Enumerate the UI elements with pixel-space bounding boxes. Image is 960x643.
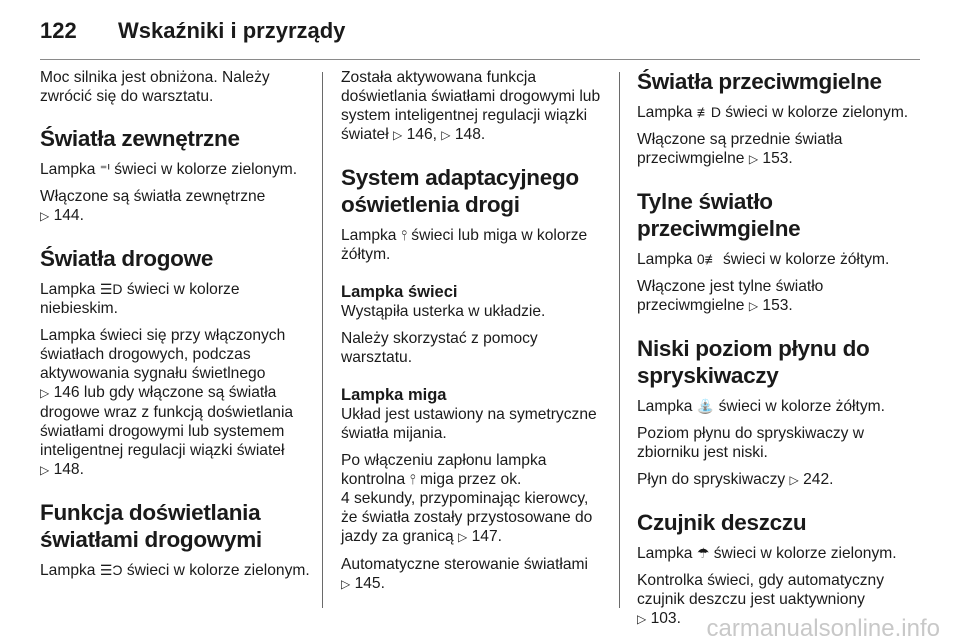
text: świeci w kolorze niebieskim. <box>40 281 240 317</box>
high-beam-assist-icon: ☰Ɔ <box>99 562 123 578</box>
text: Lampka <box>637 251 693 268</box>
text: miga przez ok. <box>419 471 522 488</box>
text: Płyn do spryskiwaczy <box>637 471 786 488</box>
column-1 <box>40 68 312 580</box>
xref-arrow-icon: ▷ <box>748 152 759 166</box>
heading-rain-sensor: Czujnik deszczu <box>637 510 807 535</box>
paragraph <box>637 470 927 490</box>
heading-washer-fluid: Niski poziom płynu do spryskiwaczy <box>637 336 870 388</box>
text: świeci w kolorze żółtym. <box>718 398 885 415</box>
page-ref[interactable]: 145. <box>354 575 385 592</box>
page-ref[interactable]: 103. <box>650 610 681 627</box>
xref-arrow-icon: ▷ <box>458 530 468 544</box>
page-ref[interactable]: 148. <box>454 126 486 143</box>
text: Lampka <box>40 161 96 178</box>
paragraph <box>341 68 606 145</box>
paragraph <box>40 160 312 179</box>
paragraph <box>341 451 606 547</box>
exterior-lights-icon: ⁼ᑊ <box>99 161 110 177</box>
washer-fluid-icon: ⛲ <box>696 398 715 414</box>
running-title: Wskaźniki i przyrządy <box>118 18 346 43</box>
column-divider-2 <box>619 72 620 608</box>
text: świeci w kolorze zielonym. <box>126 562 310 579</box>
xref-arrow-icon: ▷ <box>748 299 759 313</box>
text: Lampka <box>40 562 96 579</box>
paragraph: Wystąpiła usterka w układzie. <box>341 303 546 320</box>
text: 146 lub gdy włączone są światła drogowe wraz z funkcją doświetlania światłami drogowymi lub systemem inteligentnej regulacji wiązki świateł <box>40 384 294 459</box>
heading-exterior-lights: Światła zewnętrzne <box>40 126 240 151</box>
column-2 <box>341 68 606 594</box>
adaptive-lighting-icon: ⫯ <box>400 227 407 243</box>
paragraph <box>637 277 927 316</box>
xref-arrow-icon: ▷ <box>40 463 50 477</box>
text: świeci w kolorze żółtym. <box>722 251 890 268</box>
page-ref[interactable]: 148. <box>53 461 84 478</box>
xref-arrow-icon: ▷ <box>40 386 50 400</box>
page-header <box>40 18 920 50</box>
adaptive-lighting-icon: ⫯ <box>409 471 416 487</box>
paragraph <box>40 187 312 226</box>
text: świeci w kolorze zielonym. <box>725 104 909 121</box>
text: Lampka <box>637 398 693 415</box>
page-number: 122 <box>40 18 77 43</box>
text: Po włączeniu zapłonu lampka kontrolna <box>341 452 547 488</box>
page-ref[interactable]: 153. <box>762 150 793 167</box>
text: Włączone są przednie światła przeciwmgielne <box>637 131 843 167</box>
text: Została aktywowana funkcja doświetlania światłami drogowymi lub system inteligentnej regulacji wiązki świateł <box>341 69 601 143</box>
page-ref[interactable]: 147. <box>471 528 502 545</box>
text: Kontrolka świeci, gdy automatyczny czujnik deszczu jest uaktywniony <box>637 572 885 608</box>
page-ref[interactable]: 153. <box>762 297 793 314</box>
heading-adaptive-lighting: System adaptacyjnego oświetlenia drogi <box>341 165 579 217</box>
column-3 <box>637 68 927 629</box>
xref-arrow-icon: ▷ <box>637 612 647 626</box>
text: Włączone jest tylne światło przeciwmgielne <box>637 278 824 314</box>
heading-high-beam: Światła drogowe <box>40 246 214 271</box>
xref-arrow-icon: ▷ <box>441 128 451 142</box>
text: świeci w kolorze zielonym. <box>114 161 298 178</box>
text: Włączone są światła zewnętrzne <box>40 188 266 205</box>
paragraph: Należy skorzystać z pomocy warsztatu. <box>341 330 538 366</box>
paragraph <box>40 561 312 580</box>
paragraph <box>40 280 312 318</box>
page-ref[interactable]: 144. <box>53 207 84 224</box>
heading-rear-fog: Tylne światło przeciwmgielne <box>637 189 801 241</box>
page-ref[interactable]: 242. <box>803 471 834 488</box>
paragraph: Układ jest ustawiony na symetryczne światła mijania. <box>341 406 597 442</box>
xref-arrow-icon: ▷ <box>789 473 799 487</box>
paragraph <box>637 103 927 122</box>
header-rule <box>40 59 920 60</box>
text: Lampka <box>637 104 693 121</box>
column-divider-1 <box>322 72 323 608</box>
subheading-lamp-flashing: Lampka miga <box>341 386 447 404</box>
paragraph: Moc silnika jest obniżona. Należy zwrócić się do warsztatu. <box>40 69 270 105</box>
paragraph <box>637 397 927 416</box>
text: świeci w kolorze zielonym. <box>713 545 897 562</box>
rain-sensor-icon: ☂ <box>696 545 710 561</box>
text: 4 sekundy, przypominając kierowcy, że światła zostały przystosowane do jazdy za granicą <box>341 490 593 545</box>
heading-front-fog: Światła przeciwmgielne <box>637 69 882 94</box>
rear-fog-icon: 0≢ <box>696 251 719 267</box>
high-beam-icon: ☰D <box>99 281 123 297</box>
watermark: carmanualsonline.info <box>706 615 940 642</box>
subheading-lamp-on: Lampka świeci <box>341 283 458 301</box>
paragraph <box>637 130 927 169</box>
paragraph <box>637 544 927 563</box>
paragraph <box>40 326 312 480</box>
text: Automatyczne sterowanie światłami <box>341 556 589 573</box>
text: Lampka <box>341 227 397 244</box>
text: Lampka <box>40 281 96 298</box>
page-ref[interactable]: 146, <box>406 126 437 143</box>
text: Lampka świeci się przy włączonych światłach drogowych, podczas aktywowania sygnału świetlnego <box>40 327 286 382</box>
front-fog-icon: ≢D <box>696 104 721 120</box>
paragraph <box>341 226 606 264</box>
xref-arrow-icon: ▷ <box>40 209 50 223</box>
xref-arrow-icon: ▷ <box>341 577 351 591</box>
paragraph <box>637 250 927 269</box>
paragraph <box>341 555 606 594</box>
text: świeci lub miga w kolorze żółtym. <box>341 227 588 263</box>
text: Lampka <box>637 545 693 562</box>
xref-arrow-icon: ▷ <box>393 128 403 142</box>
paragraph: Poziom płynu do spryskiwaczy w zbiorniku jest niski. <box>637 425 865 461</box>
heading-high-beam-assist: Funkcja doświetlania światłami drogowymi <box>40 500 262 552</box>
